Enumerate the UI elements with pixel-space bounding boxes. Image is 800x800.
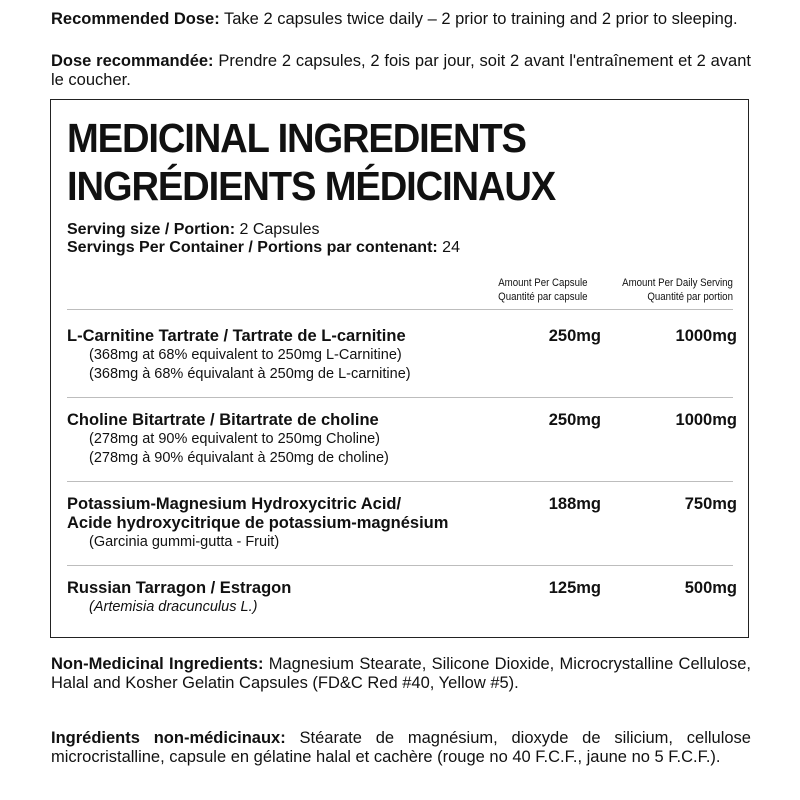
recommended-dose-fr <box>51 52 751 90</box>
ingredient-row <box>67 411 737 468</box>
ingredient-detail: (368mg à 68% équivalant à 250mg de L-carnitine) <box>89 366 411 382</box>
ingredient-row <box>67 579 737 617</box>
column-header-per-daily-en: Amount Per Daily Serving <box>622 277 733 289</box>
ingredient-detail: (278mg à 90% équivalant à 250mg de choline) <box>89 450 389 466</box>
recommended-dose-en <box>51 10 751 29</box>
column-header-per-daily <box>622 276 733 304</box>
non-medicinal-text: Magnesium Stearate, Silicone Dioxide, Microcrystalline Cellulose, Halal and Kosher Gelatin Capsules (FD&C Red #40, Yellow #5). <box>51 655 751 692</box>
ingredient-detail: (Artemisia dracunculus L.) <box>89 599 258 615</box>
ingredient-name: Russian Tarragon / Estragon <box>67 579 292 597</box>
ingredient-name: Choline Bitartrate / Bitartrate de choline <box>67 411 379 429</box>
ingredient-detail: (368mg at 68% equivalent to 250mg L-Carnitine) <box>89 347 402 363</box>
servings-per-value: 24 <box>437 239 460 256</box>
ingredient-detail: (Garcinia gummi-gutta - Fruit) <box>89 534 280 550</box>
column-header-per-capsule <box>499 276 588 304</box>
amount-per-daily: 1000mg <box>675 411 737 429</box>
amount-per-capsule: 250mg <box>548 411 601 429</box>
dose-recommandee-text: Prendre 2 capsules, 2 fois par jour, soit 2 avant l'entraînement et 2 avant le coucher. <box>51 52 751 89</box>
ingredient-row <box>67 495 737 552</box>
amount-per-daily: 1000mg <box>675 327 737 345</box>
amount-per-daily: 500mg <box>684 579 737 597</box>
column-header-per-capsule-fr: Quantité par capsule <box>498 291 588 303</box>
medicinal-ingredients-panel <box>50 99 749 638</box>
amount-per-capsule: 125mg <box>548 579 601 597</box>
non-medicinaux-text: Stéarate de magnésium, dioxyde de silicium, cellulose microcristalline, capsule en gélatine halal et cachère (rouge no 40 F.C.F., jaune no 5 F.C.F.). <box>51 729 751 766</box>
panel-title-en: MEDICINAL INGREDIENTS <box>67 115 526 161</box>
column-header-per-daily-fr: Quantité par portion <box>647 291 733 303</box>
recommended-dose-text: Take 2 capsules twice daily – 2 prior to training and 2 prior to sleeping. <box>219 10 738 28</box>
non-medicinaux-label: Ingrédients non-médicinaux: <box>51 729 286 747</box>
non-medicinal-ingredients-en <box>51 655 751 693</box>
panel-title-fr: INGRÉDIENTS MÉDICINAUX <box>67 163 556 209</box>
serving-size-value: 2 Capsules <box>235 221 320 238</box>
ingredient-name-fr: Acide hydroxycitrique de potassium-magnésium <box>67 514 449 532</box>
dose-recommandee-label: Dose recommandée: <box>51 52 214 70</box>
ingredient-name: L-Carnitine Tartrate / Tartrate de L-carnitine <box>67 327 406 345</box>
ingredient-row <box>67 327 737 384</box>
divider <box>67 397 733 398</box>
ingredient-name: Potassium-Magnesium Hydroxycitric Acid/ <box>67 495 402 513</box>
servings-per-label: Servings Per Container / Portions par contenant: <box>67 239 438 256</box>
amount-per-capsule: 188mg <box>548 495 601 513</box>
serving-size-label: Serving size / Portion: <box>67 221 236 238</box>
amount-per-capsule: 250mg <box>548 327 601 345</box>
amount-per-daily: 750mg <box>684 495 737 513</box>
divider <box>67 309 733 310</box>
divider <box>67 565 733 566</box>
servings-per-container <box>67 239 460 257</box>
serving-size <box>67 221 320 239</box>
divider <box>67 481 733 482</box>
non-medicinal-label: Non-Medicinal Ingredients: <box>51 655 264 673</box>
ingredient-detail: (278mg at 90% equivalent to 250mg Choline) <box>89 431 380 447</box>
recommended-dose-label: Recommended Dose: <box>51 10 220 28</box>
non-medicinal-ingredients-fr <box>51 729 751 767</box>
column-header-per-capsule-en: Amount Per Capsule <box>498 277 588 289</box>
